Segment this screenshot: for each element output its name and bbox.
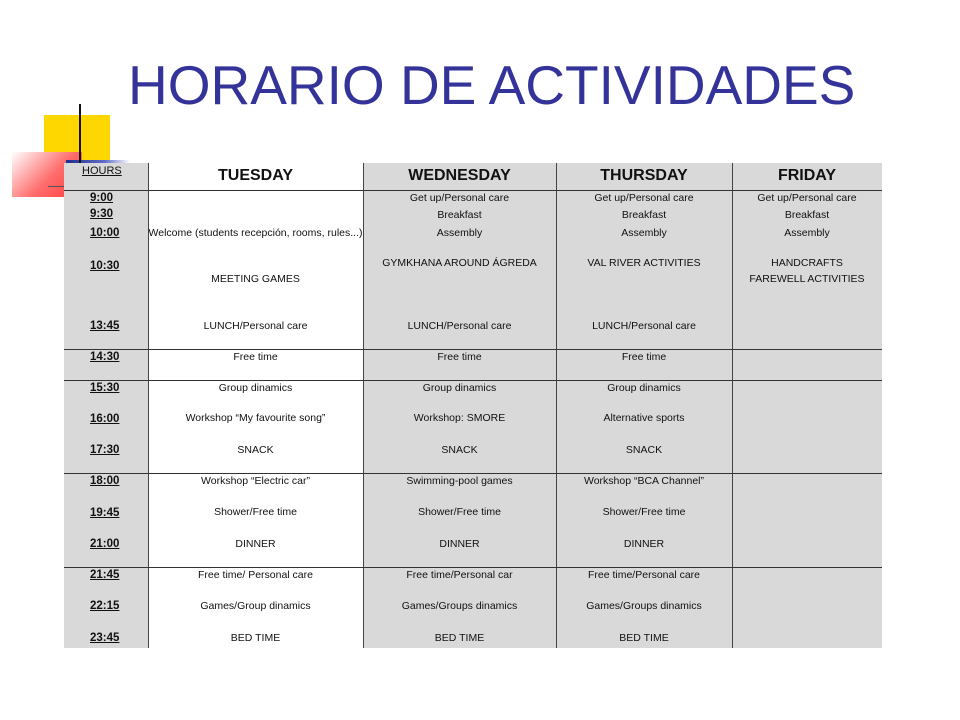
thursday-games: Games/Groups dinamics xyxy=(586,600,702,612)
hour-label: 21:45 xyxy=(90,569,120,581)
thursday-bed-time: BED TIME xyxy=(619,632,669,644)
wednesday-group-dinamics: Group dinamics xyxy=(422,382,497,394)
wednesday-free-time-care: Free time/Personal car xyxy=(406,569,513,581)
header-tuesday: TUESDAY xyxy=(218,167,293,184)
hour-label: 14:30 xyxy=(90,351,120,363)
tuesday-meeting-games: MEETING GAMES xyxy=(211,273,300,285)
tuesday-games: Games/Group dinamics xyxy=(200,600,311,612)
row-divider xyxy=(64,473,882,474)
tuesday-workshop-song: Workshop “My favourite song” xyxy=(185,412,326,424)
slide-title: HORARIO DE ACTIVIDADES xyxy=(128,54,856,116)
tuesday-free-time: Free time xyxy=(233,351,278,363)
tuesday-bed-time: BED TIME xyxy=(230,632,281,644)
header-thursday: THURSDAY xyxy=(600,167,688,184)
wednesday-dinner: DINNER xyxy=(439,538,480,550)
wednesday-gymkhana: GYMKHANA AROUND ÁGREDA xyxy=(382,257,537,269)
hour-label: 9:00 xyxy=(90,192,114,204)
thursday-dinner: DINNER xyxy=(623,538,665,550)
thursday-lunch: LUNCH/Personal care xyxy=(592,320,696,332)
thursday-shower: Shower/Free time xyxy=(602,506,686,518)
row-divider xyxy=(64,567,882,568)
wednesday-breakfast: Breakfast xyxy=(437,209,482,221)
wednesday-lunch: LUNCH/Personal care xyxy=(407,320,512,332)
row-divider xyxy=(64,349,882,350)
thursday-workshop-channel: Workshop “BCA Channel” xyxy=(583,475,705,487)
friday-assembly: Assembly xyxy=(784,227,830,239)
thursday-free-time: Free time xyxy=(621,351,667,363)
hour-label: 13:45 xyxy=(90,320,120,332)
header-wednesday: WEDNESDAY xyxy=(408,167,511,184)
thursday-alternative-sports: Alternative sports xyxy=(603,412,685,424)
tuesday-snack: SNACK xyxy=(237,444,274,456)
wednesday-free-time: Free time xyxy=(437,351,482,363)
tuesday-free-time-care: Free time/ Personal care xyxy=(198,569,313,581)
wednesday-workshop-smore: Workshop: SMORE xyxy=(413,412,506,424)
hour-label: 23:45 xyxy=(90,632,120,644)
hour-label: 15:30 xyxy=(90,382,120,394)
friday-handcrafts: HANDCRAFTS xyxy=(771,257,843,269)
row-divider xyxy=(64,190,882,191)
hour-label: 17:30 xyxy=(90,444,120,456)
thursday-get-up: Get up/Personal care xyxy=(594,192,694,204)
friday-get-up: Get up/Personal care xyxy=(757,192,857,204)
thursday-breakfast: Breakfast xyxy=(621,209,667,221)
friday-breakfast: Breakfast xyxy=(784,209,830,221)
tuesday-welcome: Welcome (students recepción, rooms, rules...) xyxy=(148,227,363,239)
hour-label: 21:00 xyxy=(90,538,120,550)
thursday-river-activities: VAL RIVER ACTIVITIES xyxy=(587,257,701,269)
wednesday-bed-time: BED TIME xyxy=(434,632,485,644)
hours-header: HOURS xyxy=(82,165,122,177)
hour-label: 18:00 xyxy=(90,475,120,487)
schedule-table xyxy=(64,163,882,648)
wednesday-swimming-pool: Swimming-pool games xyxy=(406,475,513,487)
tuesday-shower: Shower/Free time xyxy=(214,506,297,518)
tuesday-dinner: DINNER xyxy=(235,538,276,550)
wednesday-get-up: Get up/Personal care xyxy=(409,192,510,204)
tuesday-lunch: LUNCH/Personal care xyxy=(203,320,308,332)
header-friday: FRIDAY xyxy=(777,167,837,184)
hour-label: 10:00 xyxy=(90,227,120,239)
thursday-snack: SNACK xyxy=(625,444,663,456)
wednesday-snack: SNACK xyxy=(441,444,478,456)
thursday-assembly: Assembly xyxy=(621,227,667,239)
row-divider xyxy=(64,380,882,381)
tuesday-workshop-car: Workshop “Electric car” xyxy=(201,475,310,487)
hour-label: 16:00 xyxy=(90,413,120,425)
tuesday-group-dinamics: Group dinamics xyxy=(218,382,293,394)
thursday-free-time-care: Free time/Personal care xyxy=(587,569,701,581)
hour-label: 9:30 xyxy=(90,208,114,220)
wednesday-shower: Shower/Free time xyxy=(418,506,501,518)
wednesday-games: Games/Groups dinamics xyxy=(401,600,518,612)
hour-label: 22:15 xyxy=(90,600,120,612)
wednesday-assembly: Assembly xyxy=(436,227,483,239)
hour-label: 10:30 xyxy=(90,260,120,272)
hour-label: 19:45 xyxy=(90,507,120,519)
friday-farewell: FAREWELL ACTIVITIES xyxy=(749,273,865,285)
thursday-group-dinamics: Group dinamics xyxy=(607,382,681,394)
